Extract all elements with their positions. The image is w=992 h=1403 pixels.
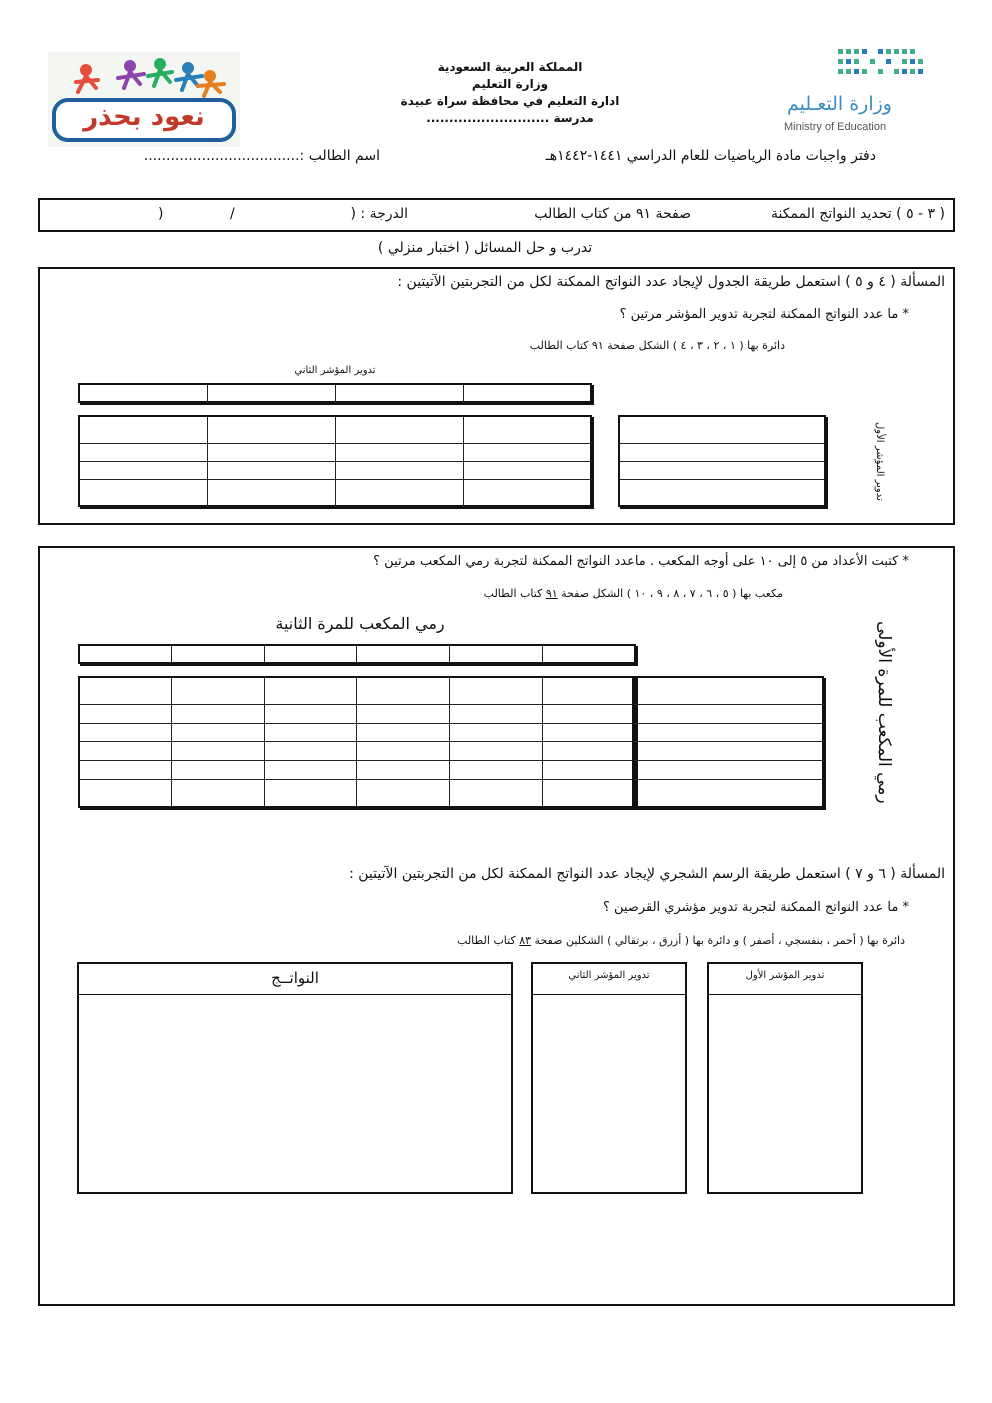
table-cell[interactable] <box>450 677 543 705</box>
table-cell[interactable] <box>335 479 463 506</box>
table-cell[interactable] <box>79 705 172 724</box>
table-cell[interactable] <box>633 761 823 780</box>
table-cell[interactable] <box>79 384 207 402</box>
table-cell[interactable] <box>264 645 357 663</box>
table-cell[interactable] <box>79 677 172 705</box>
cube-hint-pre: مكعب بها ( ٥ ، ٦ ، ٧ ، ٨ ، ٩ ، ١٠ ) الشكل صفحة <box>561 587 783 600</box>
kingdom-title: المملكة العربية السعودية <box>437 60 583 74</box>
cube-header-table <box>78 644 636 664</box>
first-spin-box[interactable] <box>707 962 863 1194</box>
second-spin-box[interactable] <box>531 962 687 1194</box>
ministry-title: وزارة التعليم <box>471 77 549 91</box>
table-cell[interactable] <box>463 416 591 443</box>
cube-hint-page: ٩١ <box>545 587 558 600</box>
table-cell[interactable] <box>357 723 450 742</box>
table-cell[interactable] <box>357 779 450 807</box>
table-cell[interactable] <box>172 761 265 780</box>
tree-second-spin-label: تدوير المؤشر الثاني <box>568 970 650 981</box>
table-cell[interactable] <box>450 742 543 761</box>
second-throw-label: رمي المكعب للمرة الثانية <box>275 614 445 633</box>
table-cell[interactable] <box>619 479 825 506</box>
problem-45-title: المسألة ( ٤ و ٥ ) استعمل طريقة الجدول لإيجاد عدد النواتج الممكنة لكل من التجربتين الآتيتين : <box>397 274 945 290</box>
problem-45-hint: دائرة بها ( ١ ، ٢ ، ٣ ، ٤ ) الشكل صفحة ٩١ كتاب الطالب <box>529 339 785 352</box>
table-cell[interactable] <box>172 677 265 705</box>
campaign-logo-text: نعود بحذر <box>83 102 205 132</box>
student-name-field[interactable]: اسم الطالب :................................... <box>143 148 380 164</box>
table-cell[interactable] <box>357 742 450 761</box>
table-cell[interactable] <box>633 723 823 742</box>
campaign-logo-figures-icon <box>48 52 240 147</box>
problem-67-hint <box>265 934 905 947</box>
table-cell[interactable] <box>542 742 635 761</box>
ministry-logo-arabic: وزارة التعـليم <box>786 93 892 115</box>
table-cell[interactable] <box>172 723 265 742</box>
table-cell[interactable] <box>207 416 335 443</box>
table-cell[interactable] <box>619 461 825 479</box>
table-cell[interactable] <box>542 723 635 742</box>
table-cell[interactable] <box>542 779 635 807</box>
table-cell[interactable] <box>633 677 823 705</box>
lesson-title: ( ٣ - ٥ ) تحديد النواتج الممكنة <box>771 206 945 222</box>
table-cell[interactable] <box>207 443 335 461</box>
problem-45-section <box>38 267 955 525</box>
table-cell[interactable] <box>633 705 823 724</box>
table-cell[interactable] <box>79 761 172 780</box>
table-cell[interactable] <box>542 645 635 663</box>
first-spin-label: تدوير المؤشر الأول <box>874 422 885 501</box>
table-cell[interactable] <box>357 677 450 705</box>
table-cell[interactable] <box>264 705 357 724</box>
table-cell[interactable] <box>264 779 357 807</box>
table-cell[interactable] <box>463 479 591 506</box>
table-cell[interactable] <box>463 443 591 461</box>
table-cell[interactable] <box>79 443 207 461</box>
problem-67-title: المسألة ( ٦ و ٧ ) استعمل طريقة الرسم الشجري لإيجاد عدد النواتج الممكنة لكل من التجربتين الآتيتين : <box>349 866 945 882</box>
problem-67-hint-page: ٨٣ <box>519 934 532 947</box>
ministry-dots-icon <box>780 45 950 85</box>
table-cell[interactable] <box>172 742 265 761</box>
ministry-logo-english: Ministry of Education <box>784 121 887 133</box>
first-throw-label: رمي المكعب للمرة الأولى <box>874 621 894 804</box>
cube-outcomes-table <box>78 676 636 808</box>
grade-slash: / <box>230 206 235 222</box>
table-cell[interactable] <box>335 443 463 461</box>
table-cell[interactable] <box>619 416 825 443</box>
table-cell[interactable] <box>633 779 823 807</box>
table-cell[interactable] <box>264 742 357 761</box>
table-cell[interactable] <box>357 761 450 780</box>
table-cell[interactable] <box>79 645 172 663</box>
grade-label: الدرجة : ( <box>350 206 408 222</box>
ministry-logo <box>780 45 950 140</box>
problem-cube-section <box>38 546 955 1306</box>
table-cell[interactable] <box>335 384 463 402</box>
first-throw-table <box>632 676 824 808</box>
table-cell[interactable] <box>542 705 635 724</box>
table-cell[interactable] <box>335 461 463 479</box>
cube-hint-post: كتاب الطالب <box>483 587 543 600</box>
table-cell[interactable] <box>357 705 450 724</box>
table-cell[interactable] <box>172 705 265 724</box>
table-cell[interactable] <box>463 384 591 402</box>
school-title: مدرسة ........................... <box>426 111 594 125</box>
administration-title: ادارة التعليم في محافظة سراة عبيدة <box>400 94 620 108</box>
table-cell[interactable] <box>450 645 543 663</box>
problem-67-question: * ما عدد النواتج الممكنة لتجربة تدوير مؤشري القرصين ؟ <box>602 900 909 915</box>
problem-45-question: * ما عدد النواتج الممكنة لتجربة تدوير المؤشر مرتين ؟ <box>619 307 909 322</box>
table-cell[interactable] <box>335 416 463 443</box>
first-spin-table <box>618 415 826 507</box>
table-cell[interactable] <box>79 779 172 807</box>
table-cell[interactable] <box>450 761 543 780</box>
grade-close: ) <box>158 206 164 222</box>
table-cell[interactable] <box>207 384 335 402</box>
table-cell[interactable] <box>79 461 207 479</box>
table-cell[interactable] <box>207 479 335 506</box>
table-cell[interactable] <box>450 779 543 807</box>
table-cell[interactable] <box>619 443 825 461</box>
lesson-bar <box>38 198 955 232</box>
tree-first-spin-label: تدوير المؤشر الأول <box>745 970 825 981</box>
table-cell[interactable] <box>172 779 265 807</box>
table-cell[interactable] <box>207 461 335 479</box>
lesson-page: صفحة ٩١ من كتاب الطالب <box>534 206 691 222</box>
second-spin-label: تدوير المؤشر الثاني <box>294 365 376 376</box>
spin-outcomes-table <box>78 415 592 507</box>
outcomes-label: النواتــج <box>271 969 319 987</box>
spin-header-table <box>78 383 592 403</box>
cube-hint <box>223 587 783 600</box>
table-cell[interactable] <box>633 742 823 761</box>
table-cell[interactable] <box>264 723 357 742</box>
problem-67-hint-pre: دائرة بها ( أحمر ، بنفسجي ، أصفر ) و دائرة بها ( أزرق ، برتقالي ) الشكلين صفحة <box>534 934 905 947</box>
outcomes-box[interactable] <box>77 962 513 1194</box>
table-cell[interactable] <box>172 645 265 663</box>
table-cell[interactable] <box>79 742 172 761</box>
campaign-logo <box>48 52 240 147</box>
table-cell[interactable] <box>357 645 450 663</box>
problem-67-hint-post: كتاب الطالب <box>457 934 516 947</box>
table-cell[interactable] <box>264 761 357 780</box>
table-cell[interactable] <box>79 416 207 443</box>
table-cell[interactable] <box>542 761 635 780</box>
table-cell[interactable] <box>463 461 591 479</box>
table-cell[interactable] <box>450 723 543 742</box>
notebook-title: دفتر واجبات مادة الرياضيات للعام الدراسي ١٤٤١-١٤٤٢هـ <box>545 148 876 164</box>
cube-question: * كتبت الأعداد من ٥ إلى ١٠ على أوجه المكعب . ماعدد النواتج الممكنة لتجربة رمي المكعب مرتين ؟ <box>373 554 909 569</box>
table-cell[interactable] <box>542 677 635 705</box>
table-cell[interactable] <box>79 479 207 506</box>
practice-subtitle: تدرب و حل المسائل ( اختبار منزلي ) <box>377 240 593 256</box>
table-cell[interactable] <box>450 705 543 724</box>
table-cell[interactable] <box>264 677 357 705</box>
table-cell[interactable] <box>79 723 172 742</box>
